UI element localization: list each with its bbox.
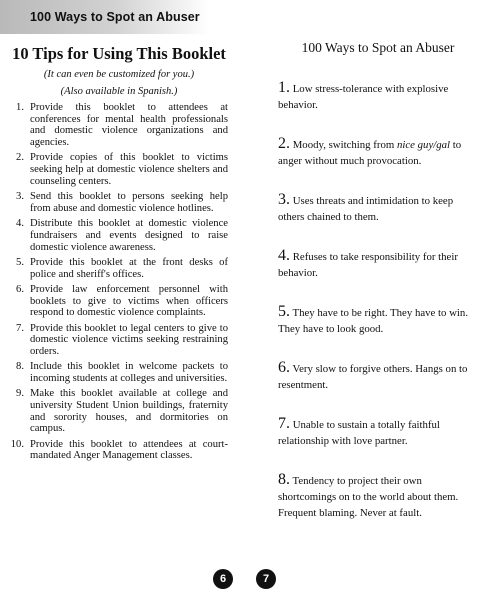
way-text-italic: nice guy/gal [396, 139, 451, 151]
way-text-after: to anger without much provocation. [278, 139, 462, 167]
way-text-before: Moody, switching from [292, 139, 397, 151]
tip-number: 3. [16, 191, 24, 203]
tip-text: Include this booklet in welcome packets to incoming students at colleges and universities. [30, 361, 228, 384]
tip-item [10, 152, 228, 187]
tip-text: Provide this booklet to attendees at court-mandated Anger Management classes. [30, 438, 228, 462]
way-number: 1. [278, 79, 290, 96]
way-text: Unable to sustain a totally faithful relationship with love partner. [278, 419, 440, 447]
tips-title: 10 Tips for Using This Booklet [12, 44, 226, 63]
way-number: 5. [278, 303, 290, 320]
way-text: They have to be right. They have to win. They have to look good. [278, 307, 469, 335]
way-text: Very slow to forgive others. Hangs on to resentment. [278, 363, 468, 391]
way-text: Low stress-tolerance with explosive behavior. [278, 83, 449, 111]
tip-item [10, 361, 228, 384]
way-text: Tendency to project their own shortcomings on to the world about them. Frequent blaming. Never at fault. [278, 475, 459, 519]
tip-number: 4. [16, 218, 24, 230]
tip-item [10, 388, 228, 435]
tip-number: 8. [16, 361, 24, 373]
tip-text: Provide this booklet to attendees at conferences for mental health professionals and domestic violence organizations and agencies. [30, 102, 228, 149]
page-number-right: 7 [256, 569, 276, 589]
way-item [278, 80, 478, 113]
tip-number: 2. [16, 152, 24, 164]
tip-text: Provide this booklet at the front desks of police and sheriff's offices. [30, 256, 228, 280]
tip-text: Provide this booklet to legal centers to give to domestic violence victims seeking restraining orders. [30, 322, 228, 357]
way-number: 4. [278, 247, 290, 264]
way-item [278, 136, 478, 169]
way-text: Uses threats and intimidation to keep others chained to them. [278, 195, 454, 223]
tip-item [10, 439, 228, 462]
tip-item [10, 218, 228, 253]
tip-text: Make this booklet available at college and university Student Union buildings, fraternity and sorority houses, and dormitories on campus. [30, 388, 228, 435]
tip-text: Provide copies of this booklet to victims seeking help at domestic violence shelters and counseling centers. [30, 152, 228, 187]
way-number: 3. [278, 191, 290, 208]
way-item [278, 192, 478, 225]
tip-number: 10. [10, 438, 24, 450]
way-number: 8. [278, 471, 290, 488]
tip-number: 6. [16, 283, 24, 295]
way-text: Refuses to take responsibility for their behavior. [278, 251, 458, 279]
tips-list [10, 102, 228, 462]
way-number: 2. [278, 135, 290, 152]
tip-item [10, 257, 228, 280]
way-item [278, 248, 478, 281]
tip-text: Distribute this booklet at domestic violence fundraisers and events designed to raise domestic violence awareness. [30, 218, 228, 253]
tips-subtitle-customize: (It can even be customized for you.) [43, 69, 195, 80]
way-item [278, 416, 478, 449]
tip-item [10, 191, 228, 214]
tip-number: 5. [16, 256, 24, 268]
tip-text: Provide law enforcement personnel with booklets to give to victims when officers respond to domestic violence complaints. [30, 283, 228, 319]
tips-column [10, 44, 228, 466]
ways-title: 100 Ways to Spot an Abuser [301, 40, 455, 55]
way-item [278, 360, 478, 393]
tip-number: 1. [16, 102, 24, 113]
tip-number: 9. [16, 388, 24, 400]
way-item [278, 472, 478, 521]
running-header-title: 100 Ways to Spot an Abuser [30, 10, 200, 24]
tip-item [10, 323, 228, 358]
way-number: 7. [278, 415, 290, 432]
way-item [278, 304, 478, 337]
tip-item [10, 284, 228, 319]
way-number: 6. [278, 359, 290, 376]
ways-column [278, 40, 478, 544]
tip-number: 7. [16, 322, 24, 334]
tip-item [10, 102, 228, 149]
page-number-left: 6 [213, 569, 233, 589]
tips-subtitle-spanish: (Also available in Spanish.) [60, 86, 178, 97]
tip-text: Send this booklet to persons seeking help from abuse and domestic violence hotlines. [30, 191, 228, 214]
